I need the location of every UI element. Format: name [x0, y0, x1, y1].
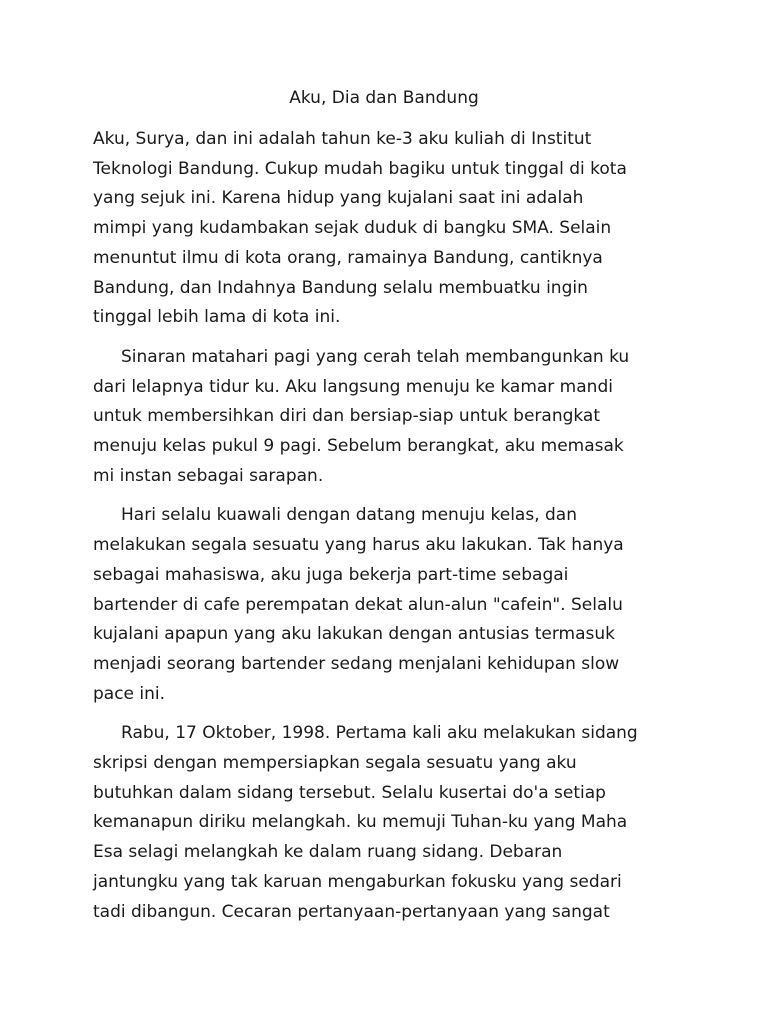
paragraph [93, 343, 693, 492]
text-line: sebagai mahasiswa, aku juga bekerja part-time sebagai [93, 564, 569, 585]
text-line: kujalani apapun yang aku lakukan dengan antusias termasuk [93, 624, 615, 645]
text-line: dari lelapnya tidur ku. Aku langsung menuju ke kamar mandi [93, 376, 613, 397]
paragraph [93, 501, 693, 709]
text-line: menjadi seorang bartender sedang menjalani kehidupan slow [93, 653, 620, 674]
text-line: skripsi dengan mempersiapkan segala sesuatu yang aku [93, 753, 577, 774]
text-line: menuju kelas pukul 9 pagi. Sebelum berangkat, aku memasak [93, 436, 624, 457]
paragraph [93, 719, 693, 927]
text-line: Sinaran matahari pagi yang cerah telah membangunkan ku [121, 346, 630, 367]
text-line: jantungku yang tak karuan mengaburkan fokusku yang sedari [93, 871, 622, 892]
text-line: butuhkan dalam sidang tersebut. Selalu kusertai do'a setiap [93, 782, 606, 803]
text-line: Teknologi Bandung. Cukup mudah bagiku untuk tinggal di kota [93, 158, 627, 179]
document-body [93, 125, 693, 937]
text-line: tadi dibangun. Cecaran pertanyaan-pertanyaan yang sangat [93, 901, 610, 922]
document-title: Aku, Dia dan Bandung [289, 88, 479, 108]
text-line: mimpi yang kudambakan sejak duduk di bangku SMA. Selain [93, 218, 612, 239]
text-line: yang sejuk ini. Karena hidup yang kujalani saat ini adalah [93, 188, 584, 209]
text-line: mi instan sebagai sarapan. [93, 465, 324, 486]
text-line: pace ini. [93, 683, 166, 704]
text-line: menuntut ilmu di kota orang, ramainya Bandung, cantiknya [93, 247, 603, 268]
text-line: bartender di cafe perempatan dekat alun-alun "cafein". Selalu [93, 594, 623, 615]
text-line: melakukan segala sesuatu yang harus aku lakukan. Tak hanya [93, 535, 624, 556]
text-line: kemanapun diriku melangkah. ku memuji Tuhan-ku yang Maha [93, 812, 628, 833]
paragraph [93, 125, 693, 333]
text-line: Rabu, 17 Oktober, 1998. Pertama kali aku melakukan sidang [121, 723, 638, 744]
text-line: Hari selalu kuawali dengan datang menuju kelas, dan [121, 505, 577, 526]
text-line: tinggal lebih lama di kota ini. [93, 307, 341, 328]
text-line: untuk membersihkan diri dan bersiap-siap untuk berangkat [93, 406, 601, 427]
text-line: Aku, Surya, dan ini adalah tahun ke-3 aku kuliah di Institut [93, 129, 592, 149]
text-line: Esa selagi melangkah ke dalam ruang sidang. Debaran [93, 842, 563, 863]
text-line: Bandung, dan Indahnya Bandung selalu membuatku ingin [93, 277, 588, 298]
